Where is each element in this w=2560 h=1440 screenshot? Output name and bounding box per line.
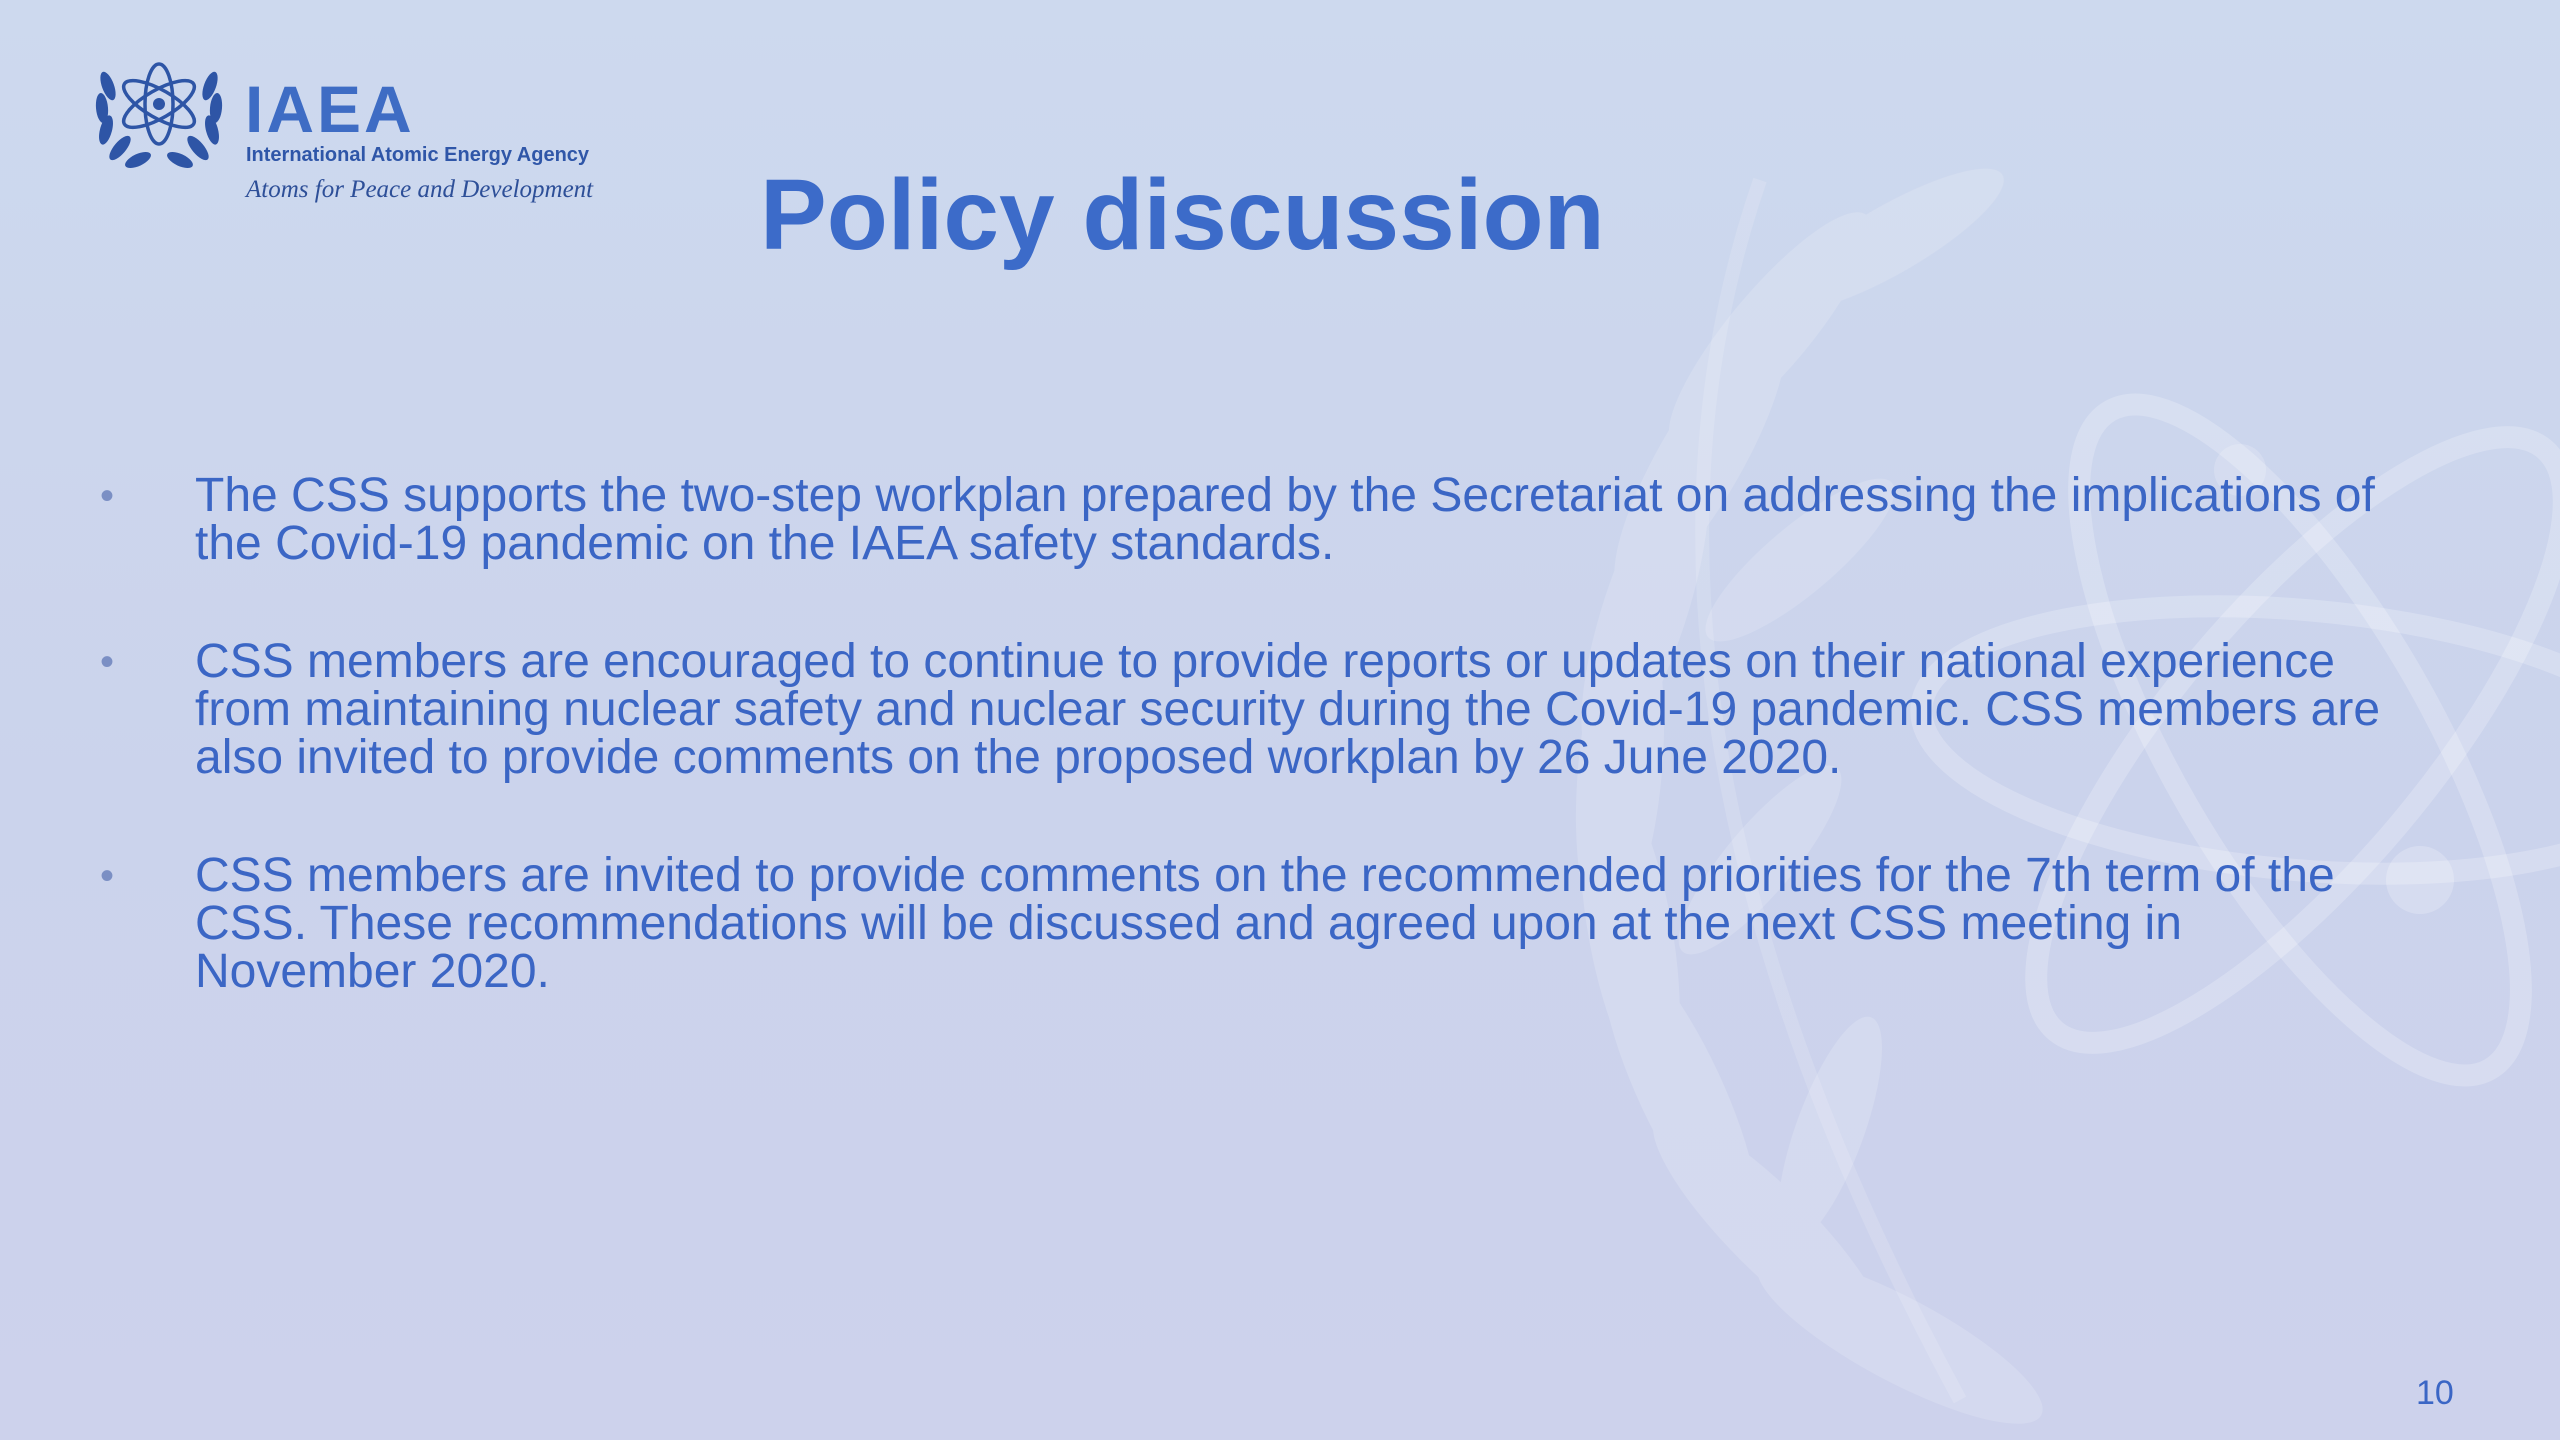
bullet-item xyxy=(100,635,2400,784)
logo-acronym: IAEA xyxy=(245,72,415,146)
logo-tagline: Atoms for Peace and Development xyxy=(246,176,594,203)
bullet-marker-icon: • xyxy=(100,854,115,898)
bullet-list xyxy=(100,469,2400,1066)
bullet-text: CSS members are invited to provide comments on the recommended priorities for the 7th term of the CSS. These recommendations will be discussed and agreed upon at the next CSS meeting in November 2020. xyxy=(195,849,2335,998)
page-number: 10 xyxy=(2416,1374,2454,1412)
bullet-item xyxy=(100,849,2400,998)
iaea-logo xyxy=(88,46,648,216)
iaea-emblem-icon xyxy=(88,46,230,172)
bullet-marker-icon: • xyxy=(100,474,115,518)
slide-title: Policy discussion xyxy=(760,159,1605,271)
bullet-marker-icon: • xyxy=(100,640,115,684)
bullet-text: CSS members are encouraged to continue to provide reports or updates on their national experience from maintaining nuclear safety and nuclear security during the Covid-19 pandemic. CSS members are also invited to provide comments on the proposed workplan by 26 June 2020. xyxy=(195,635,2381,784)
bullet-text: The CSS supports the two-step workplan prepared by the Secretariat on addressing the implications of the Covid-19 pandemic on the IAEA safety standards. xyxy=(195,469,2375,570)
logo-agency-name: International Atomic Energy Agency xyxy=(246,144,590,166)
bullet-item xyxy=(100,469,2400,570)
